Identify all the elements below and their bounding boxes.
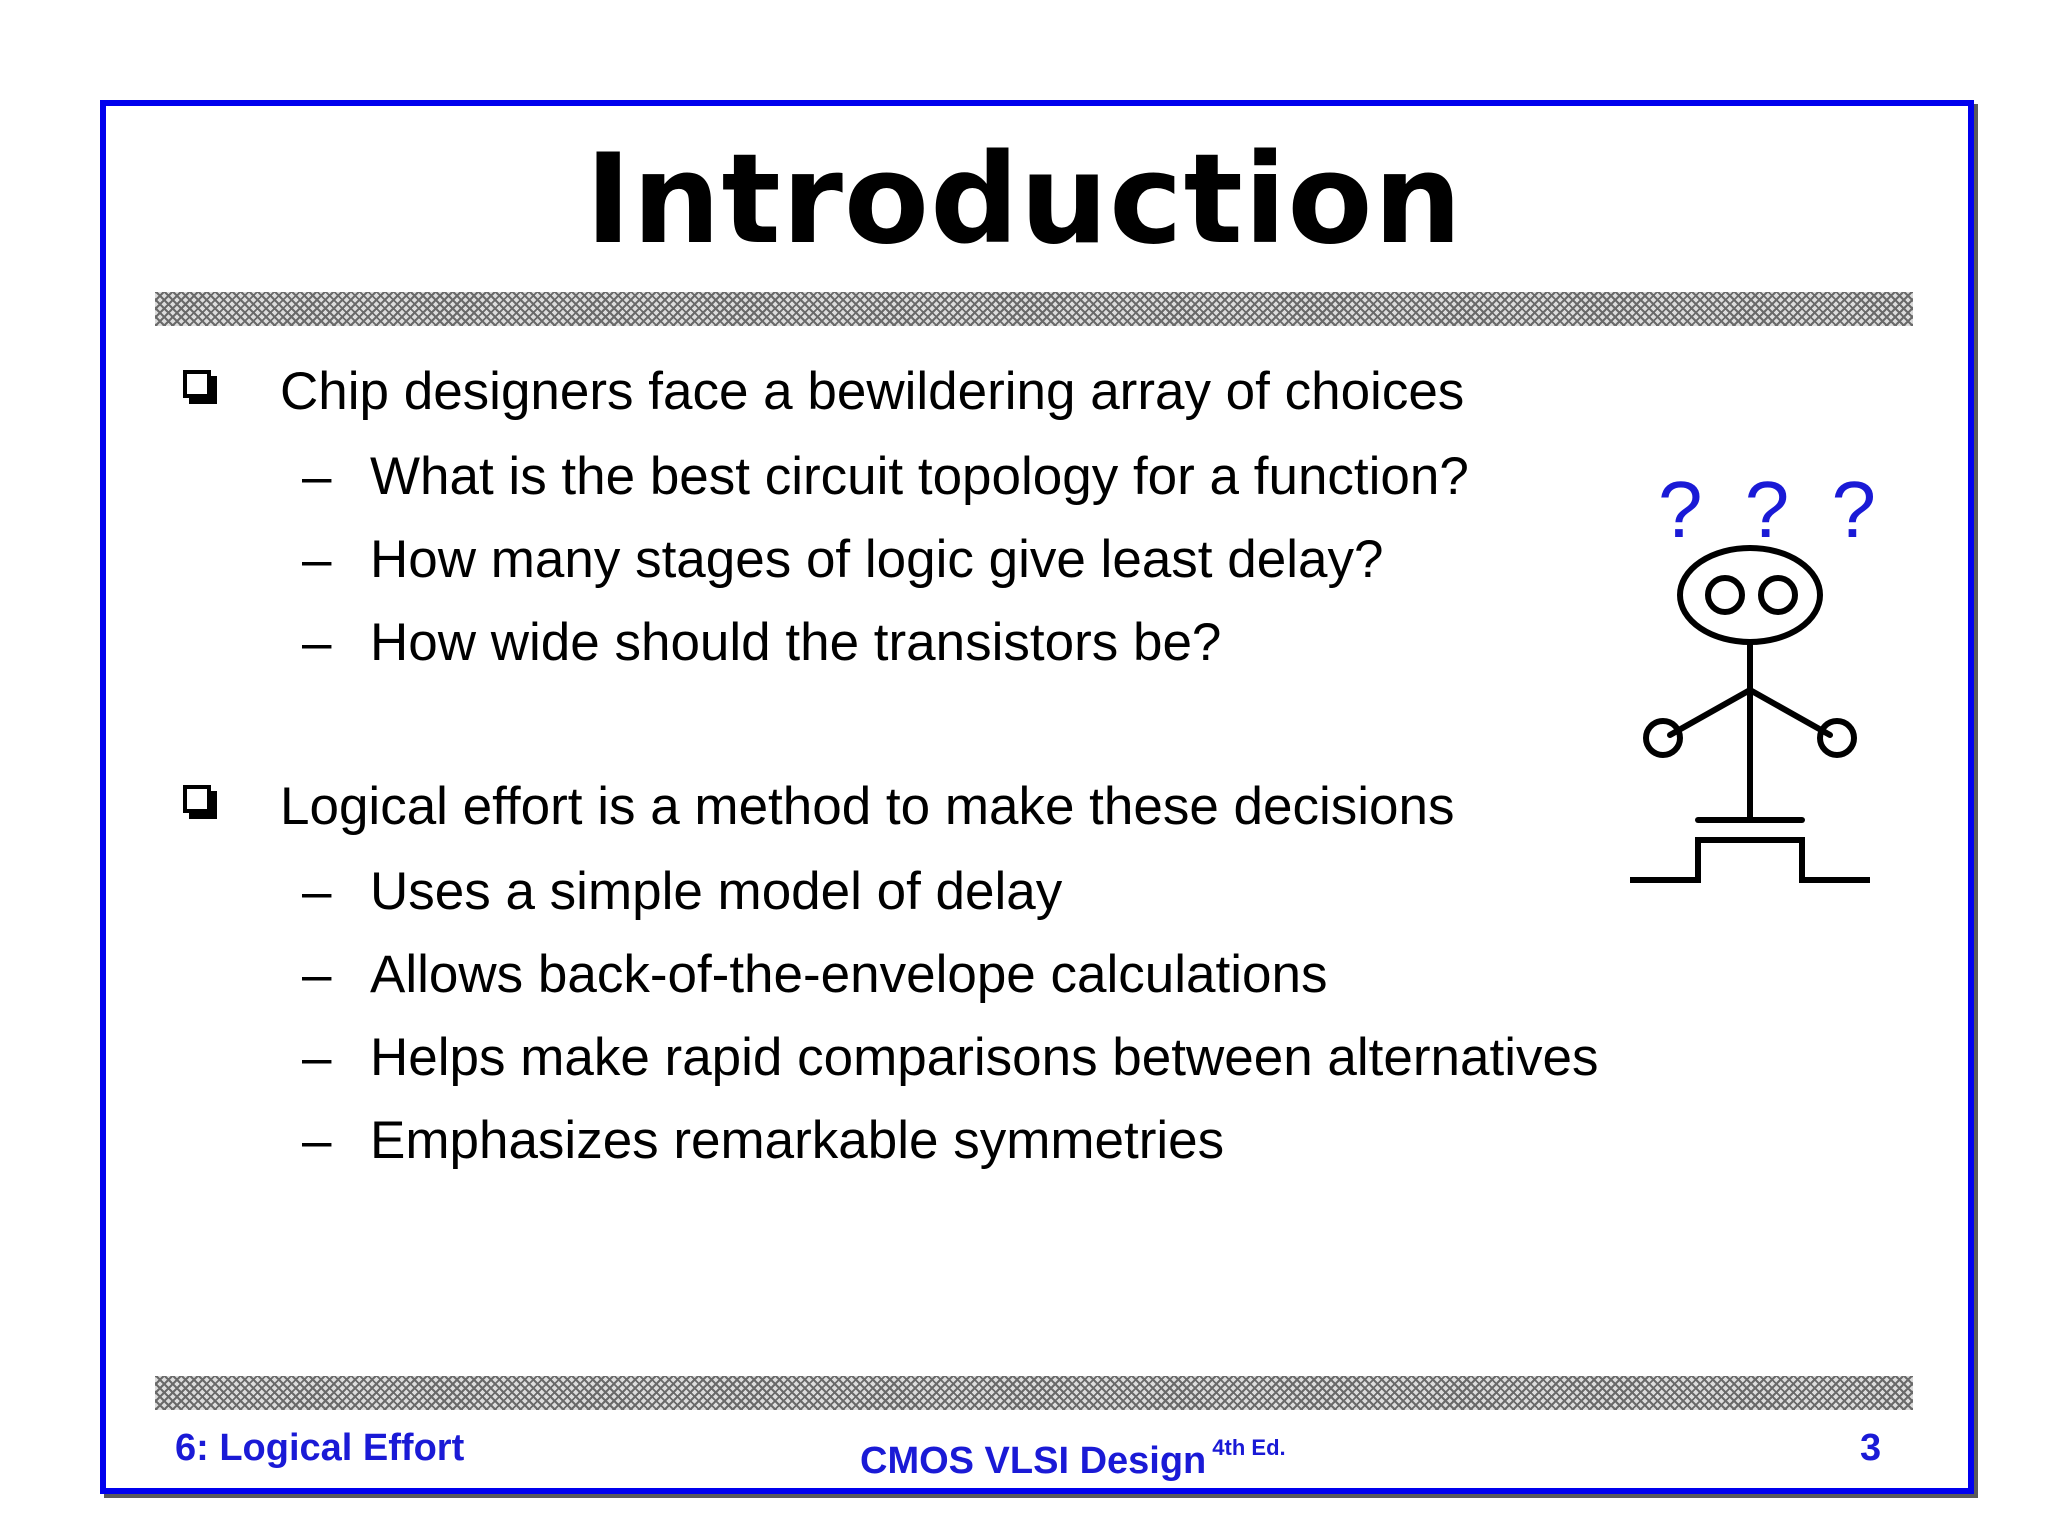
slide-title: Introduction <box>585 128 1463 272</box>
bullet-heading-1: Chip designers face a bewildering array of choices <box>280 362 1465 421</box>
footer-page-number: 3 <box>1860 1427 1882 1469</box>
footer-divider <box>155 1376 1913 1410</box>
footer-edition: 4th Ed. <box>1212 1435 1286 1460</box>
title-divider <box>155 292 1913 326</box>
sub-bullet: Emphasizes remarkable symmetries <box>370 1111 1225 1170</box>
sub-bullet: How wide should the transistors be? <box>370 613 1222 672</box>
dash-icon: – <box>302 862 332 921</box>
sub-bullet: How many stages of logic give least delay? <box>370 530 1384 589</box>
bullet-checkbox-icon <box>183 785 211 813</box>
dash-icon: – <box>302 1111 332 1170</box>
bullet-heading-2: Logical effort is a method to make these decisions <box>280 777 1455 836</box>
sub-bullet: Allows back-of-the-envelope calculations <box>370 945 1328 1004</box>
sub-bullet: Helps make rapid comparisons between alternatives <box>370 1028 1599 1087</box>
sub-bullet: Uses a simple model of delay <box>370 862 1063 921</box>
stick-figure-icon <box>1630 465 1890 910</box>
dash-icon: – <box>302 1028 332 1087</box>
footer-chapter: 6: Logical Effort <box>175 1427 465 1469</box>
bullet-checkbox-icon <box>183 370 211 398</box>
dash-icon: – <box>302 530 332 589</box>
footer-course-title: CMOS VLSI Design <box>860 1440 1207 1482</box>
dash-icon: – <box>302 945 332 1004</box>
question-marks: ? ? ? <box>1658 465 1886 554</box>
sub-bullet: What is the best circuit topology for a function? <box>370 447 1469 506</box>
dash-icon: – <box>302 447 332 506</box>
footer-course <box>860 1424 1286 1485</box>
dash-icon: – <box>302 613 332 672</box>
